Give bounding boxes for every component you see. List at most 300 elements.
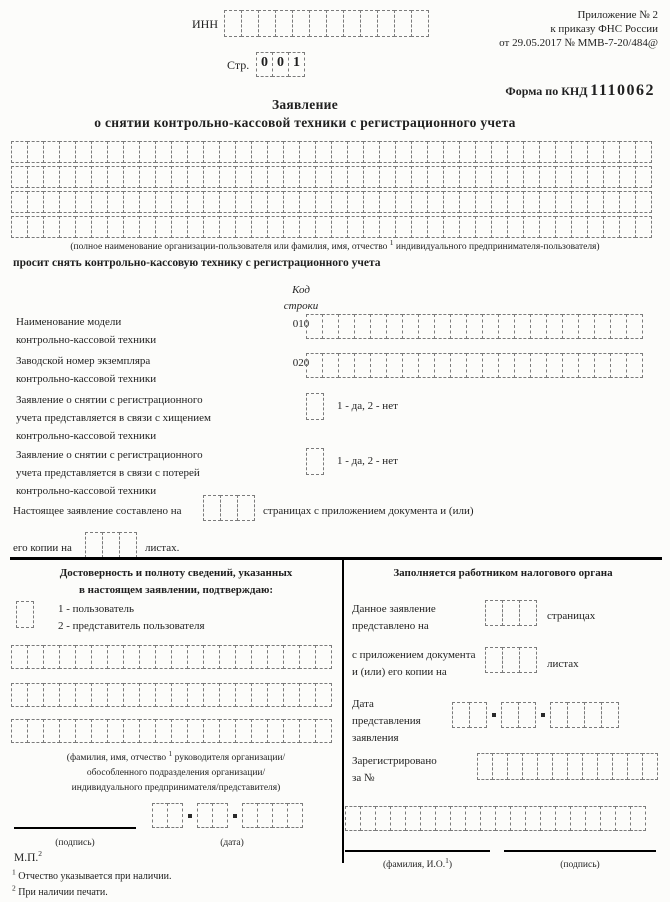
form-cell[interactable] bbox=[91, 645, 108, 669]
confirm-name-cells-row-2[interactable] bbox=[11, 683, 332, 707]
form-cell[interactable] bbox=[283, 166, 300, 188]
copies-count-cells[interactable] bbox=[85, 532, 137, 558]
form-cell[interactable] bbox=[555, 166, 572, 188]
form-cell[interactable] bbox=[91, 216, 108, 238]
form-cell[interactable] bbox=[107, 191, 124, 213]
form-cell[interactable] bbox=[187, 645, 204, 669]
form-cell[interactable] bbox=[43, 166, 60, 188]
official-pages-cells[interactable] bbox=[485, 600, 537, 626]
form-cell[interactable] bbox=[492, 753, 508, 780]
form-cell[interactable] bbox=[635, 166, 652, 188]
form-cell[interactable] bbox=[167, 803, 183, 828]
form-cell[interactable] bbox=[485, 600, 503, 626]
form-cell[interactable] bbox=[59, 719, 76, 743]
form-cell[interactable] bbox=[267, 719, 284, 743]
form-cell[interactable] bbox=[43, 645, 60, 669]
form-cell[interactable] bbox=[235, 216, 252, 238]
form-cell[interactable] bbox=[514, 353, 531, 378]
form-cell[interactable] bbox=[612, 753, 628, 780]
form-cell[interactable] bbox=[197, 803, 213, 828]
form-cell[interactable] bbox=[395, 166, 412, 188]
form-cell[interactable] bbox=[539, 216, 556, 238]
form-cell[interactable] bbox=[507, 191, 524, 213]
form-cell[interactable] bbox=[315, 719, 332, 743]
form-cell[interactable] bbox=[299, 216, 316, 238]
form-cell[interactable] bbox=[507, 216, 524, 238]
form-cell[interactable] bbox=[283, 216, 300, 238]
form-cell[interactable] bbox=[377, 10, 395, 37]
reason-loss-checkbox[interactable] bbox=[306, 448, 324, 475]
form-cell[interactable] bbox=[283, 645, 300, 669]
form-cell[interactable] bbox=[27, 191, 44, 213]
official-registration-number-cells[interactable] bbox=[477, 753, 658, 780]
form-cell[interactable] bbox=[91, 141, 108, 163]
form-cell[interactable] bbox=[171, 141, 188, 163]
form-cell[interactable] bbox=[603, 166, 620, 188]
official-date-cells[interactable] bbox=[452, 702, 619, 728]
form-cell[interactable] bbox=[562, 353, 579, 378]
form-cell[interactable] bbox=[619, 191, 636, 213]
form-cell[interactable] bbox=[59, 191, 76, 213]
form-cell[interactable] bbox=[418, 314, 435, 339]
form-cell[interactable] bbox=[603, 216, 620, 238]
form-cell[interactable] bbox=[552, 753, 568, 780]
form-cell[interactable] bbox=[567, 753, 583, 780]
form-cell[interactable] bbox=[322, 353, 339, 378]
form-cell[interactable] bbox=[363, 166, 380, 188]
form-cell[interactable] bbox=[123, 719, 140, 743]
form-cell[interactable] bbox=[59, 141, 76, 163]
form-cell[interactable] bbox=[155, 191, 172, 213]
pages-count-cells[interactable] bbox=[203, 495, 255, 521]
form-cell[interactable] bbox=[299, 683, 316, 707]
form-cell[interactable] bbox=[241, 10, 259, 37]
form-cell[interactable] bbox=[309, 10, 327, 37]
form-cell[interactable] bbox=[485, 647, 503, 673]
form-cell[interactable] bbox=[43, 683, 60, 707]
form-cell[interactable] bbox=[11, 719, 28, 743]
form-cell[interactable] bbox=[91, 191, 108, 213]
form-cell[interactable] bbox=[283, 141, 300, 163]
form-cell[interactable] bbox=[155, 141, 172, 163]
form-cell[interactable] bbox=[267, 645, 284, 669]
form-cell[interactable] bbox=[546, 314, 563, 339]
form-cell[interactable] bbox=[411, 141, 428, 163]
form-cell[interactable] bbox=[75, 216, 92, 238]
form-cell[interactable] bbox=[139, 141, 156, 163]
org-name-cells-row-1[interactable] bbox=[11, 141, 652, 163]
form-cell[interactable] bbox=[523, 141, 540, 163]
form-cell[interactable] bbox=[635, 141, 652, 163]
form-cell[interactable] bbox=[354, 353, 371, 378]
form-cell[interactable] bbox=[343, 10, 361, 37]
form-cell[interactable] bbox=[418, 353, 435, 378]
form-cell[interactable] bbox=[123, 683, 140, 707]
form-cell[interactable] bbox=[43, 191, 60, 213]
form-cell[interactable] bbox=[235, 166, 252, 188]
form-cell[interactable] bbox=[272, 803, 288, 828]
form-cell[interactable] bbox=[219, 683, 236, 707]
form-cell[interactable] bbox=[315, 645, 332, 669]
form-cell[interactable] bbox=[578, 314, 595, 339]
form-cell[interactable] bbox=[498, 353, 515, 378]
form-cell[interactable] bbox=[402, 314, 419, 339]
form-cell[interactable] bbox=[582, 753, 598, 780]
form-cell[interactable] bbox=[220, 495, 238, 521]
form-cell[interactable] bbox=[555, 141, 572, 163]
form-cell[interactable] bbox=[642, 753, 658, 780]
form-cell[interactable] bbox=[394, 10, 412, 37]
form-cell[interactable] bbox=[443, 191, 460, 213]
form-cell[interactable] bbox=[107, 141, 124, 163]
form-cell[interactable] bbox=[171, 645, 188, 669]
form-cell[interactable] bbox=[523, 191, 540, 213]
form-cell[interactable] bbox=[443, 216, 460, 238]
form-cell[interactable] bbox=[386, 353, 403, 378]
form-cell[interactable] bbox=[523, 166, 540, 188]
form-cell[interactable] bbox=[171, 166, 188, 188]
form-cell[interactable] bbox=[331, 141, 348, 163]
form-cell[interactable] bbox=[11, 683, 28, 707]
form-cell[interactable] bbox=[459, 191, 476, 213]
form-cell[interactable] bbox=[299, 191, 316, 213]
form-cell[interactable] bbox=[562, 314, 579, 339]
form-cell[interactable] bbox=[107, 645, 124, 669]
form-cell[interactable] bbox=[491, 141, 508, 163]
form-cell[interactable] bbox=[411, 10, 429, 37]
form-cell[interactable] bbox=[363, 141, 380, 163]
form-cell[interactable] bbox=[338, 353, 355, 378]
form-cell[interactable] bbox=[518, 702, 536, 728]
form-cell[interactable] bbox=[523, 216, 540, 238]
confirm-date-month-cells[interactable] bbox=[197, 803, 228, 828]
confirm-signature-line[interactable] bbox=[14, 803, 136, 829]
official-sheets-cells[interactable] bbox=[485, 647, 537, 673]
form-cell[interactable] bbox=[571, 191, 588, 213]
form-cell[interactable] bbox=[139, 166, 156, 188]
form-cell[interactable] bbox=[519, 600, 537, 626]
form-cell[interactable] bbox=[450, 353, 467, 378]
form-cell[interactable] bbox=[242, 803, 258, 828]
form-cell[interactable] bbox=[610, 314, 627, 339]
form-cell[interactable] bbox=[502, 647, 520, 673]
form-cell[interactable] bbox=[139, 216, 156, 238]
form-cell[interactable] bbox=[187, 141, 204, 163]
form-cell[interactable] bbox=[27, 141, 44, 163]
form-cell[interactable] bbox=[203, 191, 220, 213]
reason-theft-checkbox[interactable] bbox=[306, 393, 324, 420]
form-cell[interactable] bbox=[171, 719, 188, 743]
form-cell[interactable] bbox=[450, 314, 467, 339]
form-cell[interactable] bbox=[107, 166, 124, 188]
form-cell[interactable] bbox=[107, 719, 124, 743]
form-cell[interactable] bbox=[91, 683, 108, 707]
form-cell[interactable] bbox=[75, 191, 92, 213]
form-cell[interactable] bbox=[331, 216, 348, 238]
inn-cells[interactable] bbox=[224, 10, 429, 37]
form-cell[interactable] bbox=[587, 191, 604, 213]
form-cell[interactable] bbox=[626, 353, 643, 378]
form-cell[interactable] bbox=[326, 10, 344, 37]
form-cell[interactable] bbox=[627, 753, 643, 780]
confirm-role-checkbox[interactable] bbox=[16, 601, 34, 628]
form-cell[interactable] bbox=[322, 314, 339, 339]
form-cell[interactable] bbox=[292, 10, 310, 37]
confirm-date-day-cells[interactable] bbox=[152, 803, 183, 828]
form-cell[interactable] bbox=[251, 719, 268, 743]
form-cell[interactable] bbox=[219, 719, 236, 743]
form-cell[interactable] bbox=[257, 803, 273, 828]
form-cell[interactable] bbox=[43, 141, 60, 163]
form-cell[interactable] bbox=[11, 216, 28, 238]
form-cell[interactable] bbox=[427, 166, 444, 188]
org-name-cells-row-4[interactable] bbox=[11, 216, 652, 238]
form-cell[interactable] bbox=[507, 166, 524, 188]
form-cell[interactable] bbox=[482, 353, 499, 378]
form-cell[interactable] bbox=[571, 216, 588, 238]
form-cell[interactable] bbox=[16, 601, 34, 628]
form-cell[interactable] bbox=[370, 353, 387, 378]
form-cell[interactable] bbox=[619, 141, 636, 163]
org-name-cells-row-2[interactable] bbox=[11, 166, 652, 188]
form-cell[interactable] bbox=[491, 216, 508, 238]
form-cell[interactable] bbox=[59, 645, 76, 669]
form-cell[interactable] bbox=[107, 216, 124, 238]
form-cell[interactable] bbox=[43, 216, 60, 238]
form-cell[interactable] bbox=[299, 141, 316, 163]
form-cell[interactable] bbox=[219, 645, 236, 669]
form-cell[interactable] bbox=[299, 645, 316, 669]
form-cell[interactable] bbox=[59, 216, 76, 238]
form-cell[interactable] bbox=[594, 353, 611, 378]
form-cell[interactable] bbox=[11, 645, 28, 669]
form-cell[interactable] bbox=[224, 10, 242, 37]
form-cell[interactable] bbox=[619, 166, 636, 188]
form-cell[interactable] bbox=[537, 753, 553, 780]
form-cell[interactable] bbox=[395, 141, 412, 163]
form-cell[interactable] bbox=[475, 166, 492, 188]
form-cell[interactable] bbox=[187, 166, 204, 188]
form-cell[interactable] bbox=[203, 141, 220, 163]
form-cell[interactable] bbox=[75, 719, 92, 743]
form-cell[interactable] bbox=[482, 314, 499, 339]
form-cell[interactable] bbox=[567, 702, 585, 728]
form-cell[interactable] bbox=[491, 166, 508, 188]
form-cell[interactable] bbox=[530, 353, 547, 378]
form-cell[interactable] bbox=[507, 753, 523, 780]
form-cell[interactable] bbox=[475, 141, 492, 163]
form-cell[interactable] bbox=[267, 191, 284, 213]
form-cell[interactable] bbox=[587, 141, 604, 163]
form-cell[interactable] bbox=[155, 166, 172, 188]
form-cell[interactable] bbox=[555, 191, 572, 213]
official-date-year-cells[interactable] bbox=[550, 702, 619, 728]
form-cell[interactable] bbox=[155, 719, 172, 743]
form-cell[interactable] bbox=[235, 141, 252, 163]
form-cell[interactable] bbox=[610, 353, 627, 378]
form-cell[interactable] bbox=[459, 141, 476, 163]
form-cell[interactable] bbox=[306, 314, 323, 339]
form-cell[interactable] bbox=[603, 191, 620, 213]
form-cell[interactable]: 1 bbox=[288, 52, 305, 77]
form-cell[interactable] bbox=[267, 216, 284, 238]
form-cell[interactable] bbox=[267, 166, 284, 188]
form-cell[interactable] bbox=[283, 719, 300, 743]
form-cell[interactable] bbox=[171, 683, 188, 707]
form-cell[interactable] bbox=[459, 216, 476, 238]
form-cell[interactable] bbox=[219, 216, 236, 238]
form-cell[interactable] bbox=[395, 216, 412, 238]
form-cell[interactable] bbox=[212, 803, 228, 828]
form-cell[interactable] bbox=[187, 216, 204, 238]
form-cell[interactable] bbox=[315, 141, 332, 163]
form-cell[interactable] bbox=[594, 314, 611, 339]
form-cell[interactable] bbox=[477, 753, 493, 780]
form-cell[interactable] bbox=[514, 314, 531, 339]
form-cell[interactable] bbox=[315, 683, 332, 707]
form-cell[interactable] bbox=[299, 166, 316, 188]
form-cell[interactable] bbox=[123, 166, 140, 188]
form-cell[interactable] bbox=[502, 600, 520, 626]
form-cell[interactable] bbox=[379, 216, 396, 238]
form-cell[interactable] bbox=[251, 166, 268, 188]
form-cell[interactable] bbox=[306, 353, 323, 378]
form-cell[interactable] bbox=[427, 191, 444, 213]
form-cell[interactable] bbox=[219, 141, 236, 163]
form-cell[interactable] bbox=[155, 683, 172, 707]
form-cell[interactable] bbox=[59, 166, 76, 188]
form-cell[interactable]: 0 bbox=[272, 52, 289, 77]
form-cell[interactable] bbox=[171, 216, 188, 238]
form-cell[interactable] bbox=[498, 314, 515, 339]
form-cell[interactable] bbox=[597, 753, 613, 780]
form-cell[interactable] bbox=[187, 719, 204, 743]
form-cell[interactable] bbox=[434, 353, 451, 378]
form-cell[interactable] bbox=[578, 353, 595, 378]
form-cell[interactable] bbox=[139, 683, 156, 707]
form-cell[interactable] bbox=[123, 216, 140, 238]
form-cell[interactable] bbox=[203, 495, 221, 521]
form-cell[interactable] bbox=[507, 141, 524, 163]
form-cell[interactable] bbox=[123, 191, 140, 213]
form-cell[interactable] bbox=[411, 191, 428, 213]
form-cell[interactable] bbox=[379, 191, 396, 213]
form-cell[interactable] bbox=[187, 191, 204, 213]
form-cell[interactable] bbox=[603, 141, 620, 163]
form-cell[interactable] bbox=[11, 141, 28, 163]
form-cell[interactable] bbox=[235, 683, 252, 707]
form-cell[interactable] bbox=[360, 10, 378, 37]
form-cell[interactable] bbox=[619, 216, 636, 238]
form-cell[interactable] bbox=[331, 166, 348, 188]
form-cell[interactable] bbox=[258, 10, 276, 37]
form-cell[interactable] bbox=[411, 216, 428, 238]
form-cell[interactable] bbox=[235, 719, 252, 743]
form-cell[interactable] bbox=[315, 191, 332, 213]
form-cell[interactable] bbox=[539, 191, 556, 213]
form-cell[interactable] bbox=[43, 719, 60, 743]
form-cell[interactable] bbox=[27, 645, 44, 669]
confirm-name-cells-row-1[interactable] bbox=[11, 645, 332, 669]
form-cell[interactable] bbox=[379, 141, 396, 163]
form-cell[interactable] bbox=[584, 702, 602, 728]
form-cell[interactable] bbox=[75, 166, 92, 188]
form-cell[interactable] bbox=[363, 216, 380, 238]
form-cell[interactable] bbox=[315, 166, 332, 188]
official-date-day-cells[interactable] bbox=[452, 702, 487, 728]
form-cell[interactable] bbox=[452, 702, 470, 728]
form-cell[interactable]: 0 bbox=[256, 52, 273, 77]
form-cell[interactable] bbox=[203, 216, 220, 238]
form-cell[interactable] bbox=[347, 216, 364, 238]
form-cell[interactable] bbox=[443, 141, 460, 163]
form-cell[interactable] bbox=[267, 683, 284, 707]
form-cell[interactable] bbox=[466, 314, 483, 339]
form-cell[interactable] bbox=[347, 141, 364, 163]
form-cell[interactable] bbox=[546, 353, 563, 378]
form-cell[interactable] bbox=[427, 216, 444, 238]
form-cell[interactable] bbox=[469, 702, 487, 728]
form-cell[interactable] bbox=[91, 719, 108, 743]
form-cell[interactable] bbox=[107, 683, 124, 707]
form-cell[interactable] bbox=[155, 645, 172, 669]
form-cell[interactable] bbox=[411, 166, 428, 188]
confirm-date-year-cells[interactable] bbox=[242, 803, 303, 828]
form-cell[interactable] bbox=[587, 166, 604, 188]
form-cell[interactable] bbox=[123, 141, 140, 163]
form-cell[interactable] bbox=[475, 191, 492, 213]
form-cell[interactable] bbox=[299, 719, 316, 743]
form-cell[interactable] bbox=[354, 314, 371, 339]
official-signature-line[interactable] bbox=[504, 826, 656, 852]
form-cell[interactable] bbox=[75, 683, 92, 707]
form-cell[interactable] bbox=[123, 645, 140, 669]
form-cell[interactable] bbox=[27, 719, 44, 743]
form-cell[interactable] bbox=[626, 314, 643, 339]
form-cell[interactable] bbox=[347, 191, 364, 213]
field-020-cells[interactable] bbox=[306, 353, 643, 378]
form-cell[interactable] bbox=[187, 683, 204, 707]
form-cell[interactable] bbox=[491, 191, 508, 213]
form-cell[interactable] bbox=[539, 166, 556, 188]
form-cell[interactable] bbox=[11, 166, 28, 188]
form-cell[interactable] bbox=[27, 216, 44, 238]
form-cell[interactable] bbox=[315, 216, 332, 238]
form-cell[interactable] bbox=[601, 702, 619, 728]
form-cell[interactable] bbox=[155, 216, 172, 238]
form-cell[interactable] bbox=[635, 191, 652, 213]
form-cell[interactable] bbox=[466, 353, 483, 378]
form-cell[interactable] bbox=[395, 191, 412, 213]
form-cell[interactable] bbox=[539, 141, 556, 163]
form-cell[interactable] bbox=[139, 191, 156, 213]
confirm-date-cells[interactable] bbox=[152, 803, 303, 828]
form-cell[interactable] bbox=[370, 314, 387, 339]
form-cell[interactable] bbox=[459, 166, 476, 188]
form-cell[interactable] bbox=[251, 683, 268, 707]
form-cell[interactable] bbox=[587, 216, 604, 238]
form-cell[interactable] bbox=[102, 532, 120, 558]
form-cell[interactable] bbox=[85, 532, 103, 558]
form-cell[interactable] bbox=[203, 683, 220, 707]
form-cell[interactable] bbox=[287, 803, 303, 828]
form-cell[interactable] bbox=[251, 645, 268, 669]
form-cell[interactable] bbox=[571, 166, 588, 188]
org-name-cells-row-3[interactable] bbox=[11, 191, 652, 213]
page-number-cells[interactable] bbox=[256, 52, 305, 77]
form-cell[interactable] bbox=[267, 141, 284, 163]
official-date-month-cells[interactable] bbox=[501, 702, 536, 728]
